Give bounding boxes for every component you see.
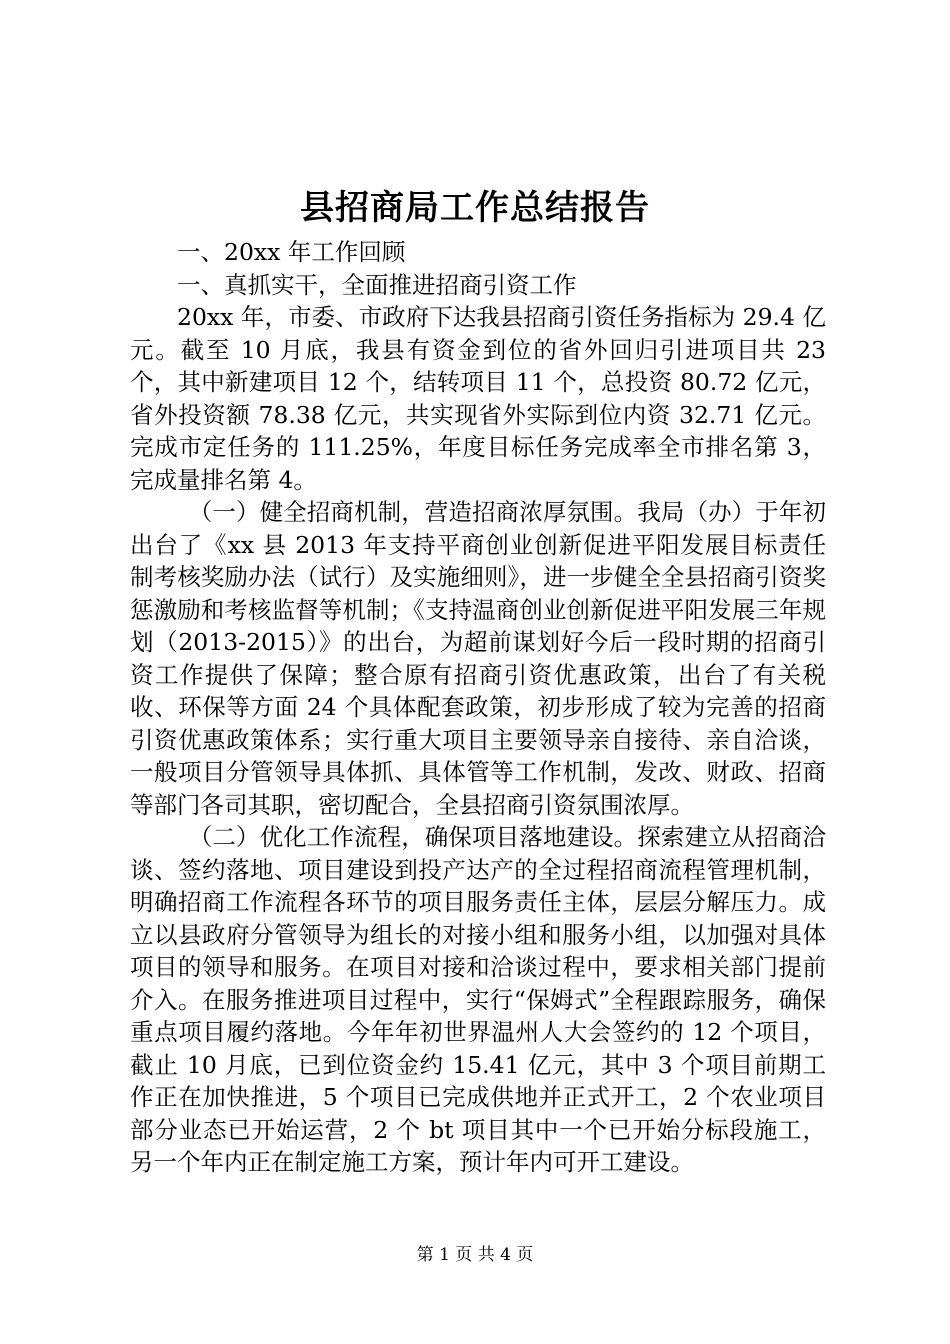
summary-paragraph: 20xx 年，市委、市政府下达我县招商引资任务指标为 29.4 亿元。截至 10 月底，我县有资金到位的省外回归引进项目共 23 个，其中新建项目 12 个，结转项目 11 个，总投资 80.72 亿元，省外投资额 78.38 亿元，共实现省外实际到位内资 32.71 亿元。完成市定任务的 111.25%，年度目标任务完成率全市排名第 3，完成量排名第 4。	[130, 303, 826, 494]
document-body	[130, 236, 826, 1179]
section-heading: 一、20xx 年工作回顾	[177, 238, 406, 266]
subsection-heading: 一、真抓实干，全面推进招商引资工作	[177, 270, 577, 299]
page-footer: 第 1 页 共 4 页	[416, 1245, 534, 1265]
workflow-paragraph: （二）优化工作流程，确保项目落地建设。探索建立从招商洽谈、签约落地、项目建设到投产达产的全过程招商流程管理机制，明确招商工作流程各环节的项目服务责任主体，层层分解压力。成立以县政府分管领导为组长的对接小组和服务小组，以加强对具体项目的领导和服务。在项目对接和洽谈过程中，要求相关部门提前介入。在服务推进项目过程中，实行“保姆式”全程跟踪服务，确保重点项目履约落地。今年年初世界温州人大会签约的 12 个项目，截止 10 月底，已到位资金约 15.41 亿元，其中 3 个项目前期工作正在加快推进，5 个项目已完成供地并正式开工，2 个农业项目部分业态已开始运营，2 个 bt 项目其中一个已开始分标段施工，另一个年内正在制定施工方案，预计年内可开工建设。	[130, 823, 826, 1176]
document-title: 县招商局工作总结报告	[300, 188, 650, 228]
mechanism-paragraph: （一）健全招商机制，营造招商浓厚氛围。我局（办）于年初出台了《xx 县 2013 年支持平商创业创新促进平阳发展目标责任制考核奖励办法（试行）及实施细则》，进一步健全全县招商引资奖惩激励和考核监督等机制；《支持温商创业创新促进平阳发展三年规划（2013-2015）》的出台，为超前谋划好今后一段时期的招商引资工作提供了保障；整合原有招商引资优惠政策，出台了有关税收、环保等方面 24 个具体配套政策，初步形成了较为完善的招商引资优惠政策体系；实行重大项目主要领导亲自接待、亲自洽谈，一般项目分管领导具体抓、具体管等工作机制，发改、财政、招商等部门各司其职，密切配合，全县招商引资氛围浓厚。	[130, 498, 826, 819]
